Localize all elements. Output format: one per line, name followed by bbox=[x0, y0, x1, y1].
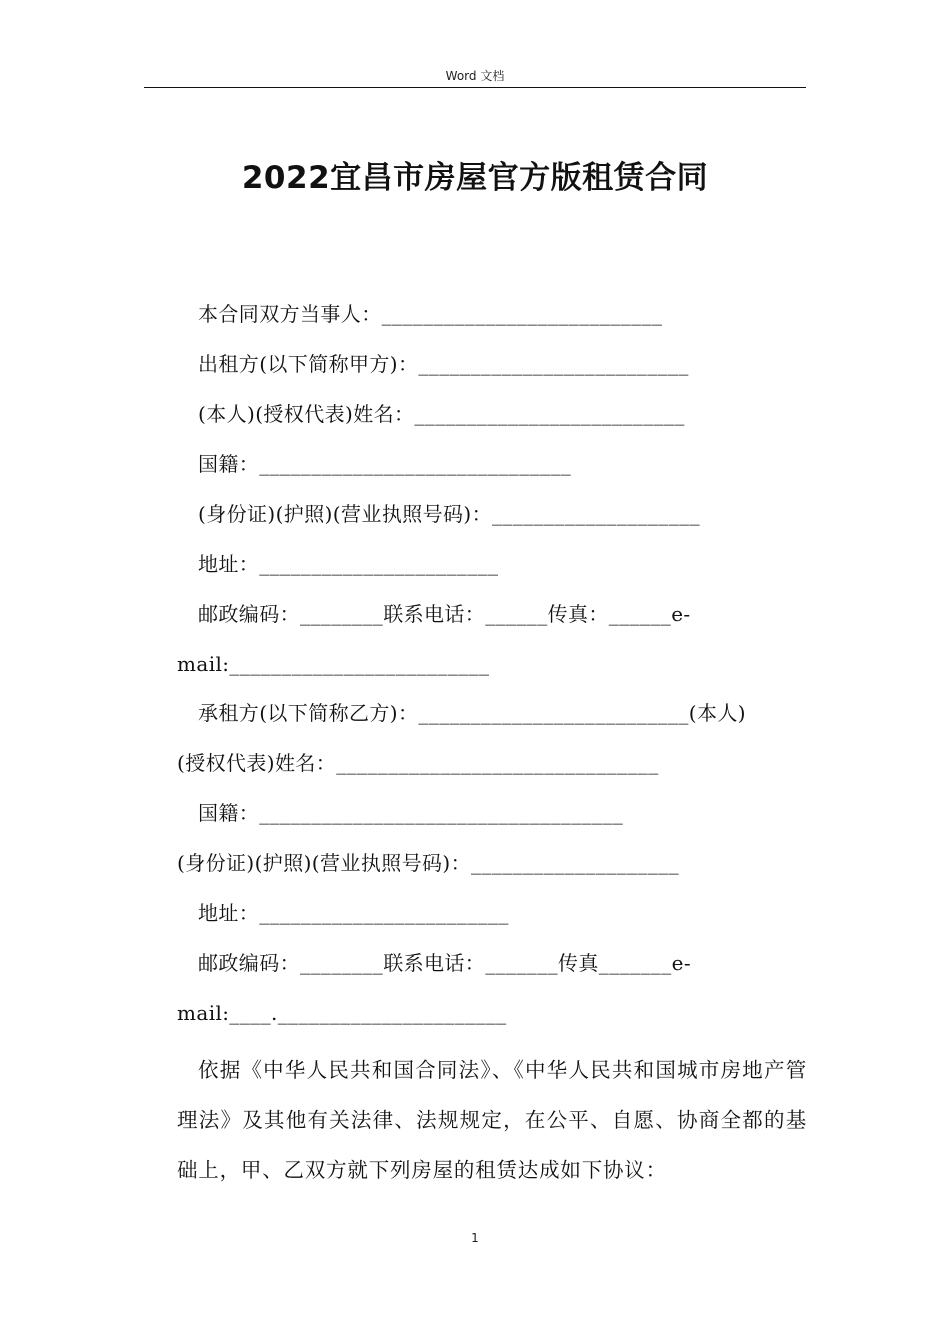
lessor-name-line: (本人)(授权代表)姓名：__________________________ bbox=[198, 402, 685, 426]
lessor-address-line: 地址：_______________________ bbox=[198, 552, 499, 576]
page-header: Word 文档 bbox=[445, 69, 505, 83]
lessee-contact-line: 邮政编码：________联系电话：_______传真_______e- bbox=[198, 951, 691, 975]
lessee-name-line: (授权代表)姓名：_______________________________ bbox=[177, 751, 659, 775]
lessee-id-line: (身份证)(护照)(营业执照号码)：____________________ bbox=[177, 851, 680, 875]
lessor-nationality-line: 国籍：______________________________ bbox=[198, 452, 572, 476]
legal-basis-paragraph: 依据《中华人民共和国合同法》、《中华人民共和国城市房地产管理法》及其他有关法律、法规规定，在公平、自愿、协商全都的基础上，甲、乙双方就下列房屋的租赁达成如下协议： bbox=[177, 1058, 807, 1182]
lessee-nationality-line: 国籍：___________________________________ bbox=[198, 801, 624, 825]
lessor-contact-line: 邮政编码：________联系电话：______传真：______e- bbox=[198, 602, 691, 626]
lessor-line: 出租方(以下简称甲方)：__________________________ bbox=[198, 352, 689, 376]
document-title: 2022宜昌市房屋官方版租赁合同 bbox=[241, 160, 709, 196]
header-rule bbox=[144, 87, 806, 88]
lessee-address-line: 地址：________________________ bbox=[198, 901, 509, 925]
lessor-email-line: mail:_________________________ bbox=[177, 652, 490, 676]
lessee-email-line: mail:____.______________________ bbox=[177, 1001, 507, 1025]
page-number: 1 bbox=[471, 1231, 479, 1245]
lessee-line: 承租方(以下简称乙方)：__________________________(本人) bbox=[198, 701, 747, 725]
lessor-id-line: (身份证)(护照)(营业执照号码)：____________________ bbox=[198, 502, 701, 526]
contract-parties-line: 本合同双方当事人：___________________________ bbox=[198, 302, 663, 326]
